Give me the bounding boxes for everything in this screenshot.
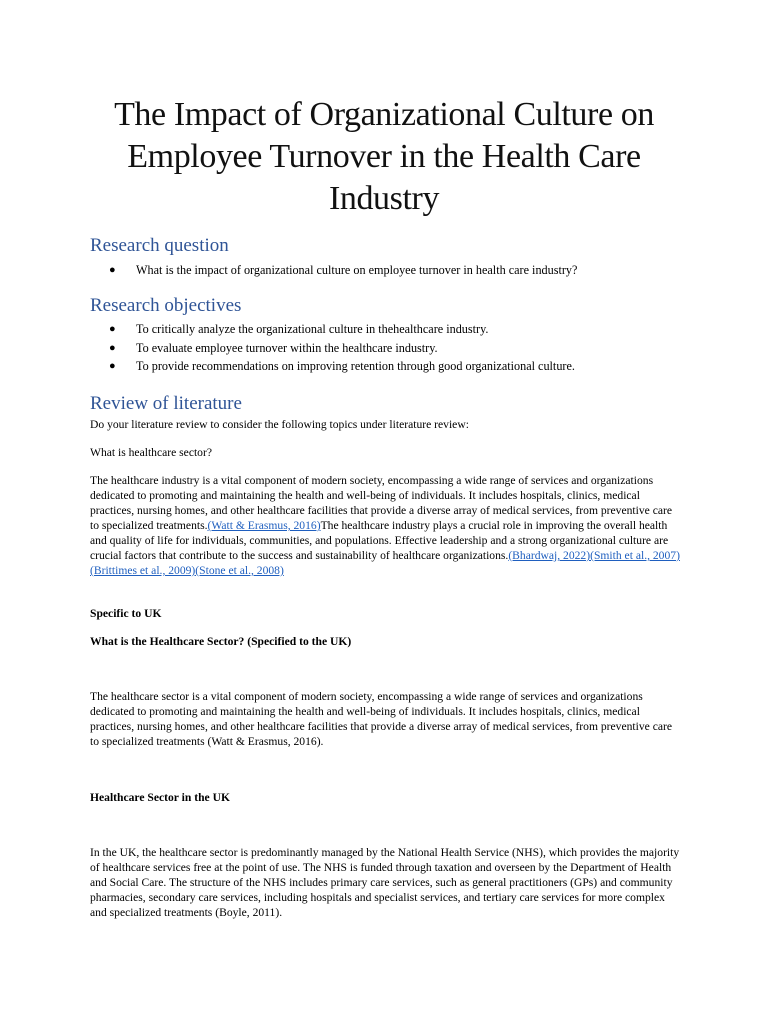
bullet-icon: ●	[109, 360, 116, 373]
research-objectives-list	[90, 320, 575, 376]
list-item	[109, 261, 578, 280]
review-subquestion: What is healthcare sector?	[90, 446, 212, 459]
citation-link[interactable]: (Bhardwaj, 2022)(Smith et al., 2007)(Brittimes et al., 2009)(Stone et al., 2008)	[90, 549, 680, 577]
bullet-icon: ●	[109, 341, 116, 354]
paragraph-healthcare-industry	[90, 473, 680, 578]
list-item	[109, 357, 575, 376]
paragraph-text: The healthcare industry is a vital component of modern society, encompassing a wide range of services and organizations dedicated to promoting and maintaining the health and well-being of individuals. It includes hospitals, clinics, medical practices, nursing homes, and other healthcare facilities that provide a diverse array of medical services, from preventive care to specialized treatments.	[90, 474, 673, 532]
research-question-list	[90, 261, 577, 280]
list-item-text: To provide recommendations on improving retention through good organizational culture.	[136, 359, 575, 374]
document-title: The Impact of Organizational Culture on Employee Turnover in the Health Care Industry	[114, 96, 654, 217]
paragraph-healthcare-sector: The healthcare sector is a vital component of modern society, encompassing a wide range of services and organizations dedicated to promoting and maintaining the health and well-being of individuals. It includes hospitals, clinics, medical practices, nursing homes, and other healthcare facilities that provide a diverse array of medical services, from preventive care to specialized treatments (Watt & Erasmus, 2016).	[90, 690, 673, 748]
review-intro: Do your literature review to consider the following topics under literature review:	[90, 418, 469, 431]
research-objectives-heading: Research objectives	[90, 295, 242, 316]
paragraph-nhs: In the UK, the healthcare sector is predominantly managed by the National Health Service (NHS), which provides the majority of healthcare services free at the point of use. The NHS is funded through taxation and overseen by the Department of Health and Social Care. The structure of the NHS includes primary care services, such as general practitioners (GPs) and community pharmacies, secondary care services, including hospitals and specialist services, and tertiary care services for more complex and specialized treatments (Boyle, 2011).	[90, 846, 680, 919]
list-item-text: What is the impact of organizational culture on employee turnover in health care industry?	[136, 263, 578, 277]
bullet-icon: ●	[109, 264, 116, 276]
list-item	[109, 320, 575, 339]
list-item	[109, 339, 575, 358]
review-heading: Review of literature	[90, 393, 242, 414]
paragraph-text: The healthcare industry plays a crucial role in improving the overall health and quality of life for individuals, communities, and populations. Effective leadership and a strong organizational culture are crucial factors that contribute to the success and sustainability of healthcare organizations.	[90, 519, 669, 562]
research-question-heading: Research question	[90, 235, 229, 256]
uk-sector-heading: Healthcare Sector in the UK	[90, 791, 230, 804]
specific-uk-label: Specific to UK	[90, 607, 162, 620]
citation-link[interactable]: (Watt & Erasmus, 2016)	[207, 519, 321, 532]
list-item-text: To critically analyze the organizational culture in thehealthcare industry.	[136, 322, 489, 336]
uk-healthcare-heading: What is the Healthcare Sector? (Specified to the UK)	[90, 635, 352, 648]
list-item-text: To evaluate employee turnover within the healthcare industry.	[136, 340, 438, 355]
bullet-icon: ●	[109, 323, 116, 335]
